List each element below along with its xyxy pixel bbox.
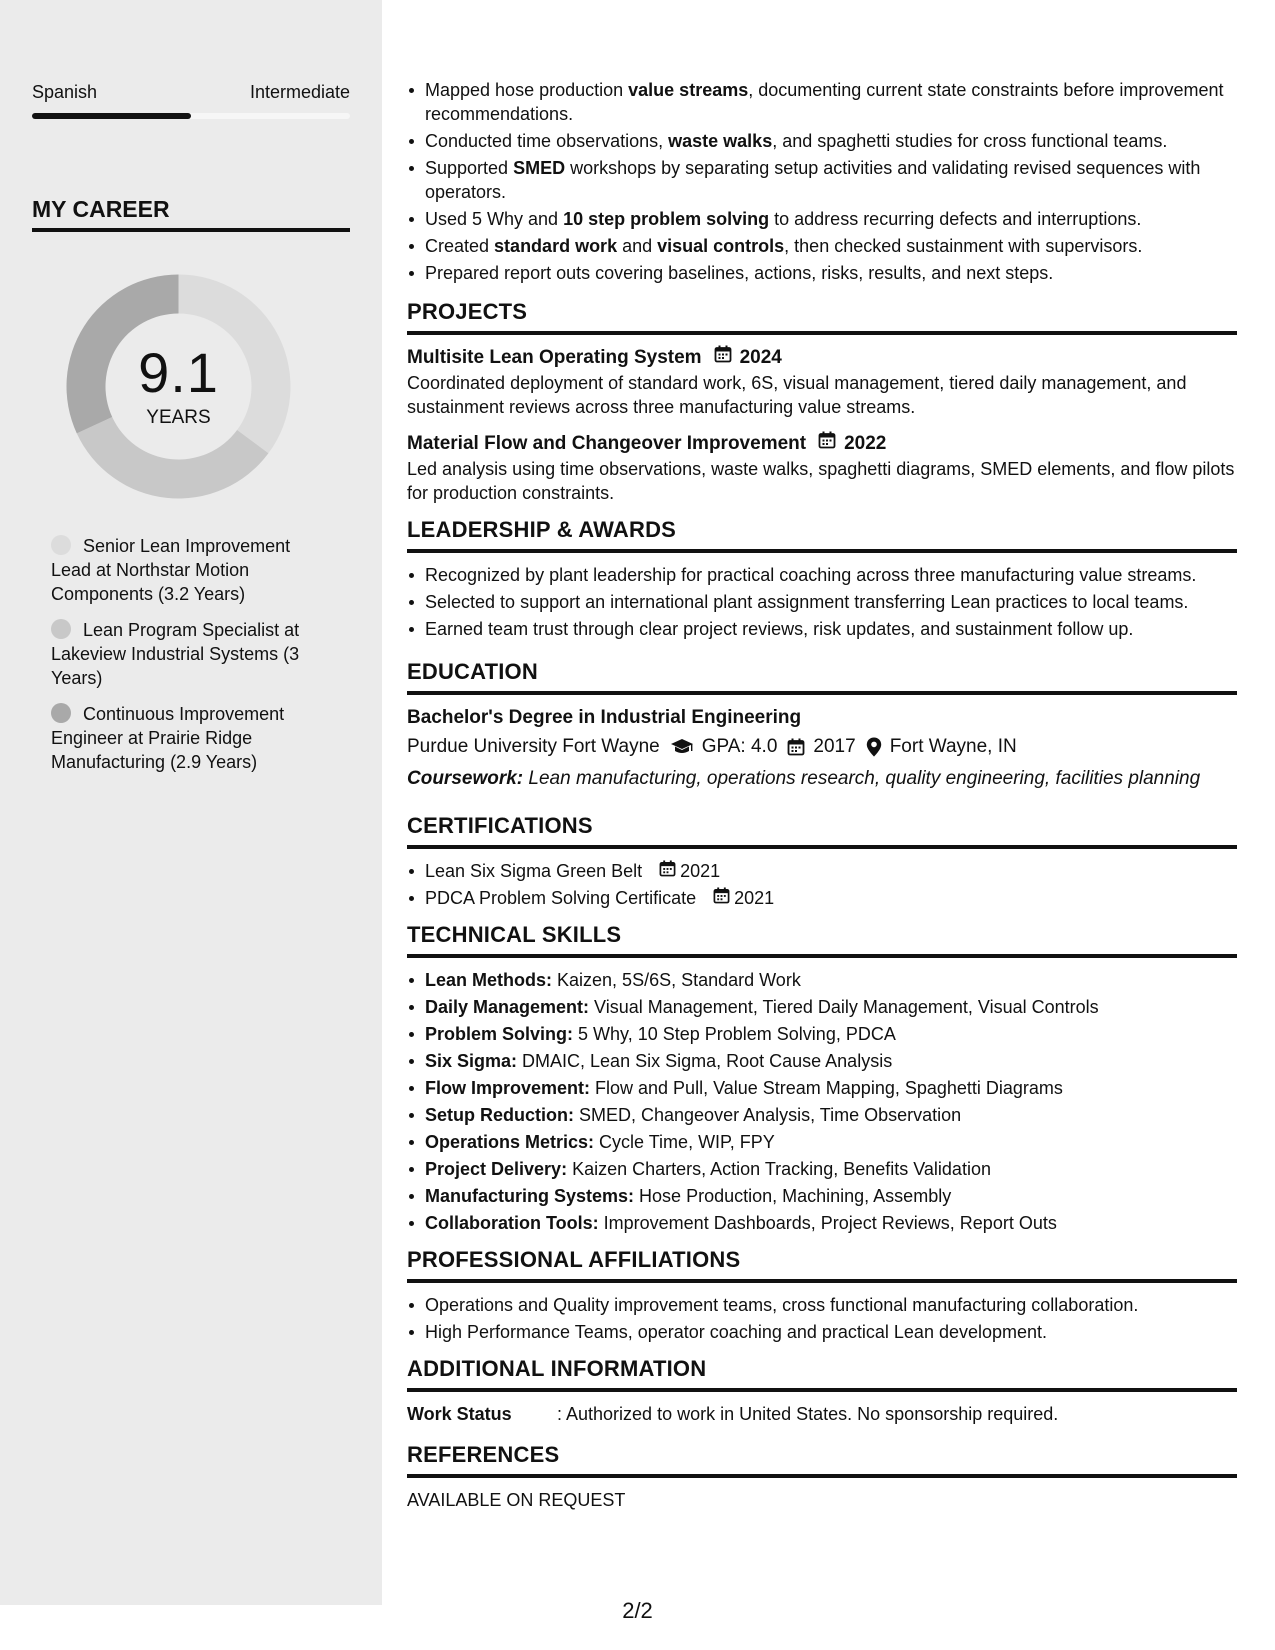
career-item-text: Senior Lean Improvement Lead at Northstar Motion Components (3.2 Years) [51, 536, 291, 604]
bullet-keyword: 10 step problem solving [563, 209, 770, 229]
affiliation-item: High Performance Teams, operator coaching and practical Lean development. [407, 1320, 1237, 1344]
project-title-row [407, 345, 1237, 371]
bullet-keyword: standard work [494, 236, 618, 256]
skill-values: Kaizen Charters, Action Tracking, Benefits Validation [567, 1159, 991, 1179]
experience-bullet [407, 207, 1237, 231]
bullet-text: Conducted time observations, [425, 131, 669, 151]
donut-center [66, 274, 291, 499]
project-title: Material Flow and Changeover Improvement [407, 433, 807, 454]
skill-category: Collaboration Tools: [425, 1213, 599, 1233]
skill-values: DMAIC, Lean Six Sigma, Root Cause Analysis [517, 1051, 893, 1071]
bullet-keyword: waste walks [668, 131, 773, 151]
leadership-item: Selected to support an international plant assignment transferring Lean practices to local teams. [407, 590, 1237, 614]
skill-category: Lean Methods: [425, 970, 553, 990]
skill-values: Cycle Time, WIP, FPY [594, 1132, 775, 1152]
bullet-keyword: SMED [513, 158, 566, 178]
certification-year: 2021 [680, 861, 721, 881]
career-heading: MY CAREER [32, 196, 350, 232]
leadership-item: Recognized by plant leadership for practical coaching across three manufacturing value streams. [407, 563, 1237, 587]
work-status-row [407, 1402, 1237, 1426]
map-pin-icon [866, 737, 882, 757]
additional-info-heading: ADDITIONAL INFORMATION [407, 1356, 1237, 1392]
skill-item [407, 995, 1237, 1019]
certifications-heading: CERTIFICATIONS [407, 813, 1237, 849]
bullet-text: to address recurring defects and interruptions. [769, 209, 1142, 229]
skill-category: Daily Management: [425, 997, 590, 1017]
skill-item [407, 1022, 1237, 1046]
affiliations-list [407, 1293, 1237, 1344]
skill-values: Visual Management, Tiered Daily Management, Visual Controls [589, 997, 1099, 1017]
leadership-list [407, 563, 1237, 641]
project-item [407, 345, 1237, 419]
career-legend-dot [51, 703, 71, 723]
skill-item [407, 1103, 1237, 1127]
skill-values: Improvement Dashboards, Project Reviews, Report Outs [598, 1213, 1057, 1233]
calendar-icon [787, 738, 805, 756]
skill-values: SMED, Changeover Analysis, Time Observation [574, 1105, 962, 1125]
calendar-icon [714, 345, 732, 371]
education-degree: Bachelor's Degree in Industrial Engineering [407, 707, 802, 728]
page-number [0, 1598, 1275, 1624]
work-status-label: Work Status [407, 1404, 512, 1424]
certification-name: Lean Six Sigma Green Belt [425, 861, 643, 881]
bullet-keyword: visual controls [657, 236, 785, 256]
project-year: 2024 [739, 347, 782, 368]
affiliations-heading: PROFESSIONAL AFFILIATIONS [407, 1247, 1237, 1283]
skill-item [407, 968, 1237, 992]
language-level: Intermediate [249, 82, 350, 102]
skill-item [407, 1076, 1237, 1100]
coursework-label: Coursework: [407, 768, 524, 789]
skill-category: Problem Solving: [425, 1024, 574, 1044]
certifications-list [407, 859, 1237, 910]
language-proficiency-fill [32, 113, 191, 119]
experience-bullet [407, 78, 1237, 126]
experience-bullet [407, 156, 1237, 204]
skill-item [407, 1184, 1237, 1208]
references-heading: REFERENCES [407, 1442, 1237, 1478]
coursework-text: Lean manufacturing, operations research, quality engineering, facilities planning [523, 768, 1201, 789]
education-coursework [407, 767, 1237, 791]
bullet-text: workshops by separating setup activities and validating revised sequences with operators. [425, 158, 1201, 202]
skill-category: Six Sigma: [425, 1051, 518, 1071]
calendar-icon [713, 886, 734, 910]
career-item [51, 618, 326, 690]
skill-item [407, 1157, 1237, 1181]
certification-year: 2021 [734, 888, 775, 908]
bullet-keyword: value streams [628, 80, 749, 100]
experience-bullet [407, 234, 1237, 258]
skills-list [407, 968, 1237, 1235]
leadership-heading: LEADERSHIP & AWARDS [407, 517, 1237, 553]
skill-category: Flow Improvement: [425, 1078, 591, 1098]
career-legend-dot [51, 619, 71, 639]
project-year: 2022 [844, 433, 887, 454]
education-details [407, 733, 1237, 761]
skill-values: 5 Why, 10 Step Problem Solving, PDCA [573, 1024, 896, 1044]
projects-heading: PROJECTS [407, 299, 1237, 335]
education-location: Fort Wayne, IN [889, 736, 1017, 757]
certification-date [659, 859, 720, 883]
project-title-row [407, 431, 1237, 457]
language-name: Spanish [32, 82, 98, 102]
education-year: 2017 [813, 736, 856, 757]
language-proficiency-bar [32, 113, 350, 119]
skills-heading: TECHNICAL SKILLS [407, 922, 1237, 958]
education-heading: EDUCATION [407, 659, 1237, 695]
skill-category: Manufacturing Systems: [425, 1186, 635, 1206]
career-item-text: Lean Program Specialist at Lakeview Industrial Systems (3 Years) [51, 620, 300, 688]
skill-item [407, 1130, 1237, 1154]
affiliation-item: Operations and Quality improvement teams, cross functional manufacturing collaboration. [407, 1293, 1237, 1317]
bullet-text: Mapped hose production [425, 80, 629, 100]
career-item [51, 702, 326, 774]
calendar-icon [659, 859, 680, 883]
bullet-text: Prepared report outs covering baselines, actions, risks, results, and next steps. [425, 263, 1054, 283]
career-list [51, 534, 326, 786]
skill-item [407, 1049, 1237, 1073]
career-item [51, 534, 326, 606]
skill-category: Setup Reduction: [425, 1105, 574, 1125]
skill-values: Hose Production, Machining, Assembly [634, 1186, 952, 1206]
main-content [407, 78, 1237, 1512]
certification-item [407, 859, 1237, 883]
bullet-text: , then checked sustainment with supervisors. [784, 236, 1143, 256]
experience-bullet [407, 129, 1237, 153]
total-years-unit: YEARS [146, 406, 211, 428]
bullet-text: Supported [425, 158, 514, 178]
bullet-text: , documenting current state constraints before improvement recommendations. [425, 80, 1224, 124]
certification-date [713, 886, 774, 910]
bullet-text: Used 5 Why and [425, 209, 564, 229]
bullet-text: , and spaghetti studies for cross functional teams. [772, 131, 1168, 151]
project-description: Led analysis using time observations, waste walks, spaghetti diagrams, SMED elements, and flow pilots for production constraints. [407, 459, 1235, 503]
skill-values: Kaizen, 5S/6S, Standard Work [552, 970, 801, 990]
calendar-icon [818, 431, 836, 457]
leadership-item: Earned team trust through clear project reviews, risk updates, and sustainment follow up. [407, 617, 1237, 641]
education-school: Purdue University Fort Wayne [407, 736, 660, 757]
skill-values: Flow and Pull, Value Stream Mapping, Spaghetti Diagrams [590, 1078, 1063, 1098]
experience-bullet [407, 261, 1237, 285]
skill-category: Operations Metrics: [425, 1132, 595, 1152]
references-text: AVAILABLE ON REQUEST [407, 1490, 626, 1510]
sidebar [0, 0, 382, 1605]
education-gpa: GPA: 4.0 [701, 736, 778, 757]
bullet-text: and [617, 236, 658, 256]
total-years-number: 9.1 [138, 340, 219, 404]
project-description: Coordinated deployment of standard work, 6S, visual management, tiered daily management, and sustainment reviews across three manufacturing value streams. [407, 373, 1187, 417]
certification-item [407, 886, 1237, 910]
graduation-cap-icon [670, 738, 694, 756]
work-status-value: : Authorized to work in United States. No sponsorship required. [557, 1404, 1059, 1424]
page-number-text: 2/2 [622, 1598, 653, 1623]
certification-name: PDCA Problem Solving Certificate [425, 888, 697, 908]
project-item [407, 431, 1237, 505]
project-title: Multisite Lean Operating System [407, 347, 702, 368]
experience-bullets [407, 78, 1237, 285]
language-row [32, 82, 350, 103]
career-donut-chart [66, 274, 291, 499]
career-legend-dot [51, 535, 71, 555]
bullet-text: Created [425, 236, 495, 256]
career-item-text: Continuous Improvement Engineer at Prairie Ridge Manufacturing (2.9 Years) [51, 704, 285, 772]
skill-item [407, 1211, 1237, 1235]
skill-category: Project Delivery: [425, 1159, 568, 1179]
